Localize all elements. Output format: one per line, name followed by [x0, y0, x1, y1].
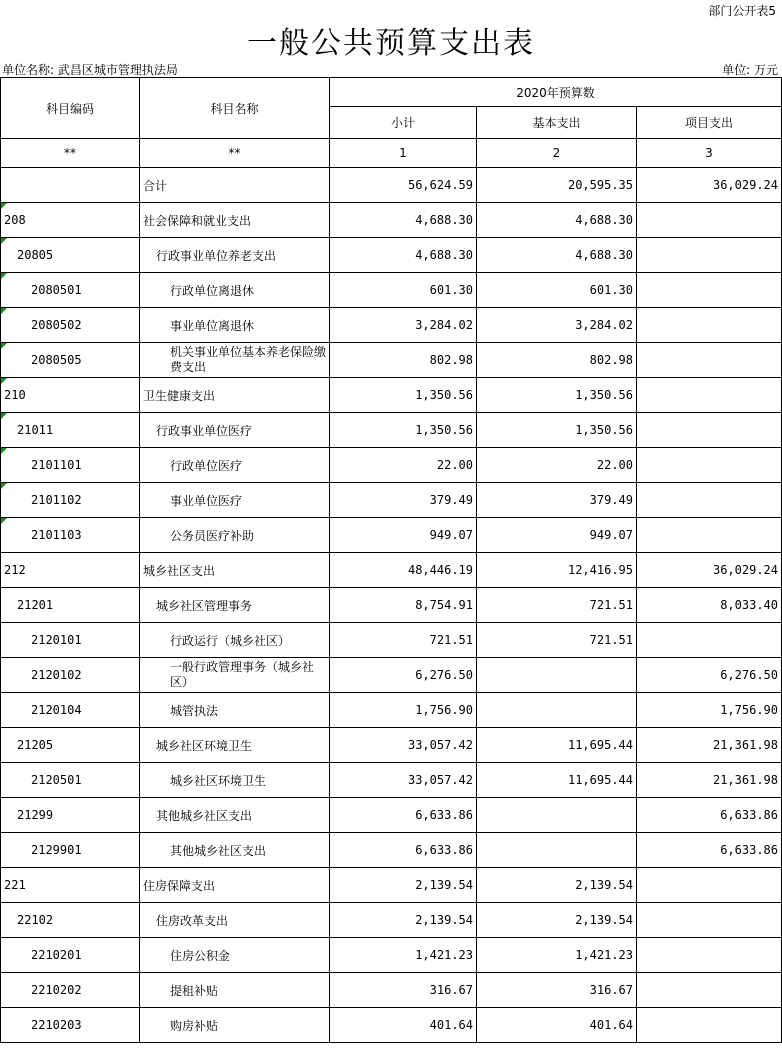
subject-code: 21201: [17, 598, 54, 612]
table-row: [1, 728, 782, 763]
project-value: [637, 238, 782, 273]
table-row: [1, 693, 782, 728]
project-value: [637, 378, 782, 413]
project-value: [637, 903, 782, 938]
subject-code-cell: [1, 973, 140, 1008]
basic-value: [477, 833, 637, 868]
subtotal-value: 8,754.91: [330, 588, 477, 623]
subtotal-value: 1,421.23: [330, 938, 477, 973]
subtotal-value: 316.67: [330, 973, 477, 1008]
index-3: 3: [637, 139, 782, 168]
subtotal-value: 56,624.59: [330, 168, 477, 203]
project-value: [637, 518, 782, 553]
unit-name: 单位名称: 武昌区城市管理执法局: [2, 63, 178, 77]
table-row: [1, 238, 782, 273]
project-value: 1,756.90: [637, 693, 782, 728]
subject-code-cell: [1, 868, 140, 903]
cell-flag-marker: [1, 203, 7, 209]
subtotal-value: 6,633.86: [330, 798, 477, 833]
cell-flag-marker: [1, 518, 7, 524]
table-row: [1, 1008, 782, 1043]
subject-name: 城乡社区环境卫生: [140, 728, 330, 763]
subject-code: 21011: [17, 423, 54, 437]
cell-flag-marker: [1, 273, 7, 279]
subject-code-cell: [1, 833, 140, 868]
basic-value: 721.51: [477, 623, 637, 658]
subtotal-value: 2,139.54: [330, 868, 477, 903]
basic-value: 802.98: [477, 343, 637, 378]
subject-code: 2120104: [31, 703, 82, 717]
subject-code: 2080505: [31, 353, 82, 367]
basic-value: 2,139.54: [477, 903, 637, 938]
basic-value: 1,350.56: [477, 413, 637, 448]
subject-code-cell: [1, 693, 140, 728]
subject-name: 住房公积金: [140, 938, 330, 973]
basic-value: [477, 798, 637, 833]
project-value: 6,633.86: [637, 798, 782, 833]
subtotal-value: 1,350.56: [330, 413, 477, 448]
subject-code-cell: [1, 343, 140, 378]
subject-code: 221: [4, 878, 26, 892]
subject-code-cell: [1, 273, 140, 308]
header-row: [1, 78, 782, 107]
subject-name: 购房补贴: [140, 1008, 330, 1043]
subject-code: 2129901: [31, 843, 82, 857]
subject-name: 行政单位医疗: [140, 448, 330, 483]
subject-code: 21299: [17, 808, 54, 822]
table-row: [1, 413, 782, 448]
subtotal-value: 1,756.90: [330, 693, 477, 728]
index-row: [1, 139, 782, 168]
table-row: [1, 273, 782, 308]
subject-name: 一般行政管理事务（城乡社区）: [140, 658, 330, 693]
table-row: [1, 798, 782, 833]
subject-code: 2120501: [31, 773, 82, 787]
project-value: [637, 273, 782, 308]
header-year-budget: 2020年预算数: [330, 78, 782, 107]
subject-code: 21205: [17, 738, 54, 752]
page-title: 一般公共预算支出表: [247, 26, 535, 61]
subtotal-value: 22.00: [330, 448, 477, 483]
table-row: [1, 763, 782, 798]
basic-value: 11,695.44: [477, 728, 637, 763]
subject-code-cell: [1, 728, 140, 763]
subject-code-cell: [1, 448, 140, 483]
basic-value: 721.51: [477, 588, 637, 623]
basic-value: [477, 693, 637, 728]
basic-value: [477, 658, 637, 693]
subject-code: 2210203: [31, 1018, 82, 1032]
subject-code-cell: [1, 623, 140, 658]
header-name: 科目名称: [140, 78, 330, 139]
cell-flag-marker: [1, 483, 7, 489]
subject-code-cell: [1, 763, 140, 798]
subject-name: 事业单位医疗: [140, 483, 330, 518]
currency-unit: 单位: 万元: [722, 63, 778, 77]
cell-flag-marker: [1, 343, 7, 349]
subject-name: 卫生健康支出: [140, 378, 330, 413]
subject-name: 行政事业单位养老支出: [140, 238, 330, 273]
subtotal-value: 379.49: [330, 483, 477, 518]
subject-code-cell: [1, 588, 140, 623]
basic-value: 4,688.30: [477, 238, 637, 273]
subject-name: 住房改革支出: [140, 903, 330, 938]
project-value: [637, 868, 782, 903]
subject-code: 2120101: [31, 633, 82, 647]
table-row: [1, 938, 782, 973]
cell-flag-marker: [1, 413, 7, 419]
cell-flag-marker: [1, 448, 7, 454]
cell-flag-marker: [1, 378, 7, 384]
project-value: 36,029.24: [637, 168, 782, 203]
subject-code: 2120102: [31, 668, 82, 682]
subject-name: 事业单位离退休: [140, 308, 330, 343]
cell-flag-marker: [1, 308, 7, 314]
basic-value: 1,350.56: [477, 378, 637, 413]
subtotal-value: 6,633.86: [330, 833, 477, 868]
index-1: 1: [330, 139, 477, 168]
project-value: [637, 448, 782, 483]
form-number-label: 部门公开表5: [708, 4, 776, 18]
subject-code-cell: [1, 413, 140, 448]
project-value: [637, 413, 782, 448]
project-value: [637, 483, 782, 518]
header-subtotal: 小计: [330, 107, 477, 139]
subject-code-cell: [1, 203, 140, 238]
subject-code: 208: [4, 213, 26, 227]
basic-value: 20,595.35: [477, 168, 637, 203]
subject-code: 2210201: [31, 948, 82, 962]
subject-name: 其他城乡社区支出: [140, 798, 330, 833]
basic-value: 4,688.30: [477, 203, 637, 238]
subject-code: 2101103: [31, 528, 82, 542]
table-row: [1, 588, 782, 623]
project-value: [637, 1008, 782, 1043]
subject-code-cell: [1, 238, 140, 273]
budget-table: [0, 77, 782, 1043]
basic-value: 601.30: [477, 273, 637, 308]
subject-code-cell: [1, 903, 140, 938]
basic-value: 379.49: [477, 483, 637, 518]
index-2: 2: [477, 139, 637, 168]
subtotal-value: 2,139.54: [330, 903, 477, 938]
subject-code: 20805: [17, 248, 54, 262]
subtotal-value: 4,688.30: [330, 238, 477, 273]
basic-value: 1,421.23: [477, 938, 637, 973]
subtotal-value: 802.98: [330, 343, 477, 378]
project-value: 6,633.86: [637, 833, 782, 868]
subject-code-cell: [1, 308, 140, 343]
project-value: [637, 623, 782, 658]
subject-name: 公务员医疗补助: [140, 518, 330, 553]
subject-code: 2101102: [31, 493, 82, 507]
subject-name: 城管执法: [140, 693, 330, 728]
subtotal-value: 949.07: [330, 518, 477, 553]
subtotal-value: 3,284.02: [330, 308, 477, 343]
subtotal-value: 401.64: [330, 1008, 477, 1043]
subject-code-cell: [1, 798, 140, 833]
header-basic: 基本支出: [477, 107, 637, 139]
table-row: [1, 658, 782, 693]
basic-value: 12,416.95: [477, 553, 637, 588]
subject-code: 2080501: [31, 283, 82, 297]
subject-name: 其他城乡社区支出: [140, 833, 330, 868]
table-row: [1, 343, 782, 378]
subtotal-value: 48,446.19: [330, 553, 477, 588]
subject-code: 2101101: [31, 458, 82, 472]
project-value: [637, 938, 782, 973]
subject-code-cell: [1, 518, 140, 553]
subtotal-value: 33,057.42: [330, 728, 477, 763]
subtotal-value: 33,057.42: [330, 763, 477, 798]
subject-name: 提租补贴: [140, 973, 330, 1008]
table-row: [1, 378, 782, 413]
header-code: 科目编码: [1, 78, 140, 139]
subject-name: 机关事业单位基本养老保险缴费支出: [140, 343, 330, 378]
subject-code: 2210202: [31, 983, 82, 997]
project-value: 21,361.98: [637, 763, 782, 798]
basic-value: 401.64: [477, 1008, 637, 1043]
basic-value: 2,139.54: [477, 868, 637, 903]
project-value: [637, 973, 782, 1008]
basic-value: 316.67: [477, 973, 637, 1008]
subject-code-cell: [1, 168, 140, 203]
project-value: [637, 203, 782, 238]
subject-name: 住房保障支出: [140, 868, 330, 903]
basic-value: 3,284.02: [477, 308, 637, 343]
unit-line: [0, 61, 782, 77]
subject-name: 合计: [140, 168, 330, 203]
table-row: [1, 623, 782, 658]
subtotal-value: 6,276.50: [330, 658, 477, 693]
index-name: **: [140, 139, 330, 168]
subtotal-value: 601.30: [330, 273, 477, 308]
subject-name: 城乡社区管理事务: [140, 588, 330, 623]
table-row: [1, 833, 782, 868]
subject-code-cell: [1, 378, 140, 413]
subject-code: 2080502: [31, 318, 82, 332]
project-value: 6,276.50: [637, 658, 782, 693]
subject-code: 210: [4, 388, 26, 402]
table-row: [1, 868, 782, 903]
table-row: [1, 483, 782, 518]
subject-name: 城乡社区支出: [140, 553, 330, 588]
subject-code-cell: [1, 483, 140, 518]
subject-name: 行政运行（城乡社区）: [140, 623, 330, 658]
header-project: 项目支出: [637, 107, 782, 139]
basic-value: 949.07: [477, 518, 637, 553]
cell-flag-marker: [1, 238, 7, 244]
table-row: [1, 553, 782, 588]
subject-code-cell: [1, 1008, 140, 1043]
table-row: [1, 203, 782, 238]
subject-code: 22102: [17, 913, 54, 927]
table-row: [1, 973, 782, 1008]
subtotal-value: 721.51: [330, 623, 477, 658]
basic-value: 11,695.44: [477, 763, 637, 798]
table-row: [1, 518, 782, 553]
index-code: **: [1, 139, 140, 168]
project-value: 36,029.24: [637, 553, 782, 588]
subject-name: 社会保障和就业支出: [140, 203, 330, 238]
project-value: [637, 308, 782, 343]
subject-name: 行政单位离退休: [140, 273, 330, 308]
table-row: [1, 448, 782, 483]
table-row: [1, 168, 782, 203]
subtotal-value: 4,688.30: [330, 203, 477, 238]
subtotal-value: 1,350.56: [330, 378, 477, 413]
table-row: [1, 308, 782, 343]
subject-name: 行政事业单位医疗: [140, 413, 330, 448]
basic-value: 22.00: [477, 448, 637, 483]
project-value: 8,033.40: [637, 588, 782, 623]
table-row: [1, 903, 782, 938]
subject-code-cell: [1, 658, 140, 693]
subject-code-cell: [1, 938, 140, 973]
project-value: [637, 343, 782, 378]
subject-name: 城乡社区环境卫生: [140, 763, 330, 798]
subject-code-cell: [1, 553, 140, 588]
project-value: 21,361.98: [637, 728, 782, 763]
subject-code: 212: [4, 563, 26, 577]
